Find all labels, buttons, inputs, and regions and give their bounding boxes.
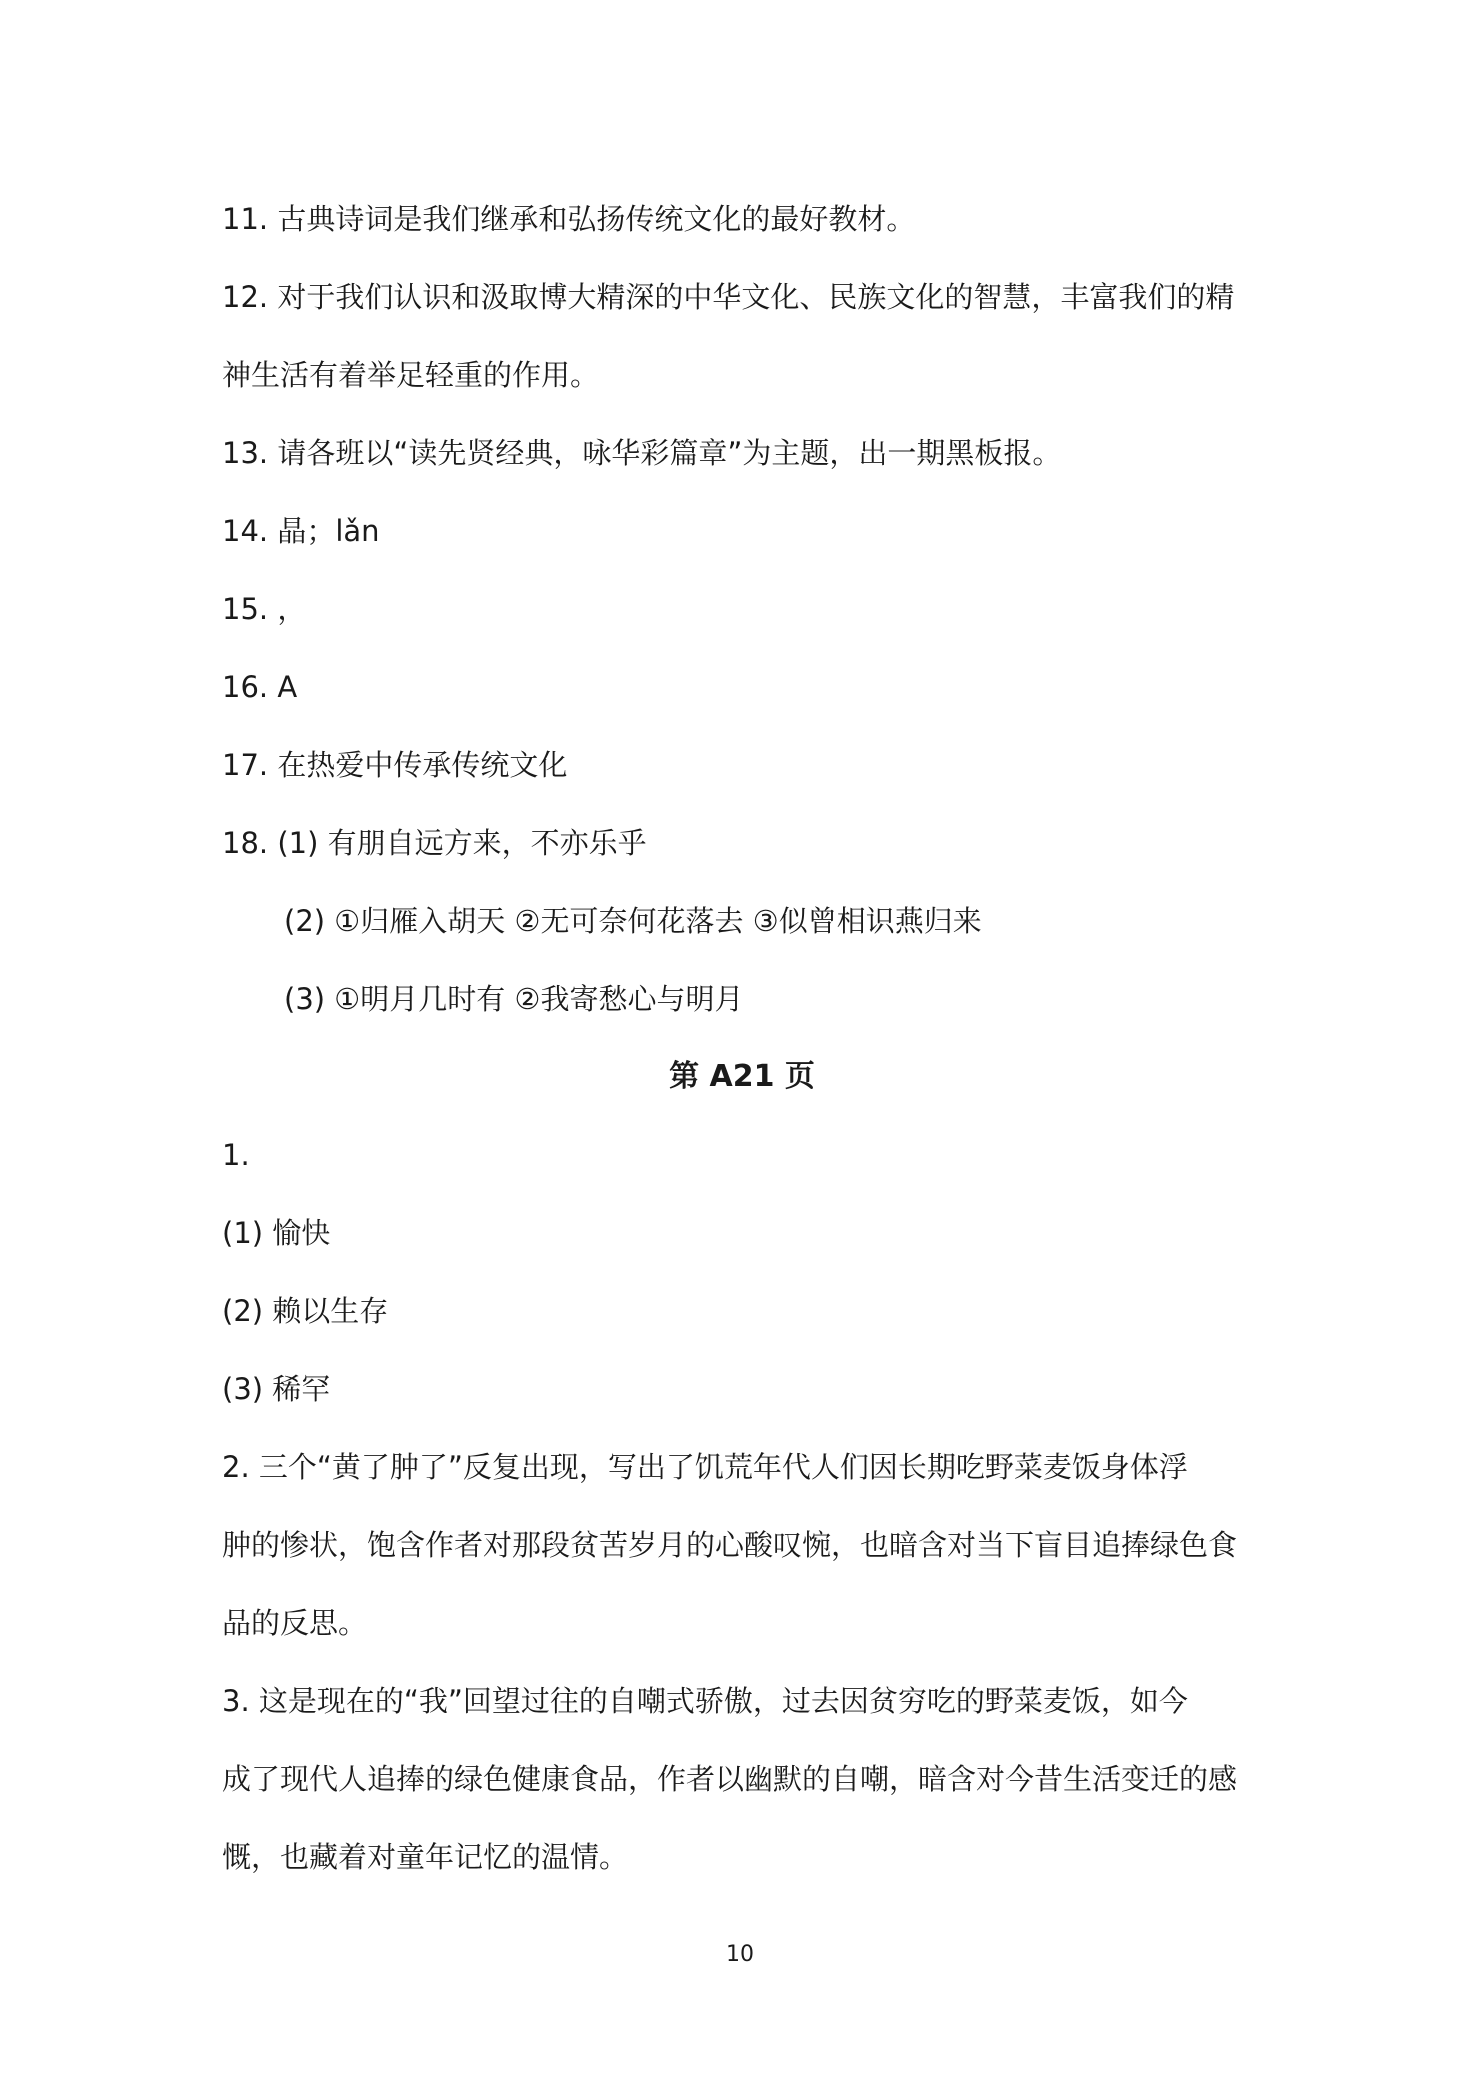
answer-1-part-2: (2) 赖以生存 bbox=[222, 1294, 389, 1328]
answer-3-line-3: 慨，也藏着对童年记忆的温情。 bbox=[222, 1840, 629, 1874]
answer-18-part-3: (3) ①明月几时有 ②我寄愁心与明月 bbox=[284, 982, 744, 1016]
answer-12-line-1: 12. 对于我们认识和汲取博大精深的中华文化、民族文化的智慧，丰富我们的精 bbox=[222, 280, 1235, 314]
page-number: 10 bbox=[726, 1942, 754, 1967]
answer-15: 15. ， bbox=[222, 592, 307, 626]
answer-3-line-2: 成了现代人追捧的绿色健康食品，作者以幽默的自嘲，暗含对今昔生活变迁的感 bbox=[222, 1762, 1238, 1796]
answer-16: 16. A bbox=[222, 670, 298, 704]
question-1-number: 1. bbox=[222, 1138, 250, 1172]
answer-13: 13. 请各班以“读先贤经典，咏华彩篇章”为主题，出一期黑板报。 bbox=[222, 436, 1062, 470]
answer-12-line-2: 神生活有着举足轻重的作用。 bbox=[222, 358, 600, 392]
answer-3-line-1: 3. 这是现在的“我”回望过往的自嘲式骄傲，过去因贫穷吃的野菜麦饭，如今 bbox=[222, 1684, 1188, 1718]
answer-1-part-3: (3) 稀罕 bbox=[222, 1372, 331, 1406]
answer-18-part-2: (2) ①归雁入胡天 ②无可奈何花落去 ③似曾相识燕归来 bbox=[284, 904, 982, 938]
answer-17: 17. 在热爱中传承传统文化 bbox=[222, 748, 568, 782]
answer-18-part-1: 18. (1) 有朋自远方来，不亦乐乎 bbox=[222, 826, 647, 860]
answer-2-line-1: 2. 三个“黄了肿了”反复出现，写出了饥荒年代人们因长期吃野菜麦饭身体浮 bbox=[222, 1450, 1188, 1484]
answer-11: 11. 古典诗词是我们继承和弘扬传统文化的最好教材。 bbox=[222, 202, 916, 236]
document-body bbox=[222, 190, 1262, 1906]
answer-2-line-2: 肿的惨状，饱含作者对那段贫苦岁月的心酸叹惋，也暗含对当下盲目追捧绿色食 bbox=[222, 1528, 1238, 1562]
answer-14: 14. 晶；lǎn bbox=[222, 514, 380, 548]
answer-1-part-1: (1) 愉快 bbox=[222, 1216, 331, 1250]
section-heading: 第 A21 页 bbox=[669, 1059, 815, 1094]
answer-2-line-3: 品的反思。 bbox=[222, 1606, 368, 1640]
